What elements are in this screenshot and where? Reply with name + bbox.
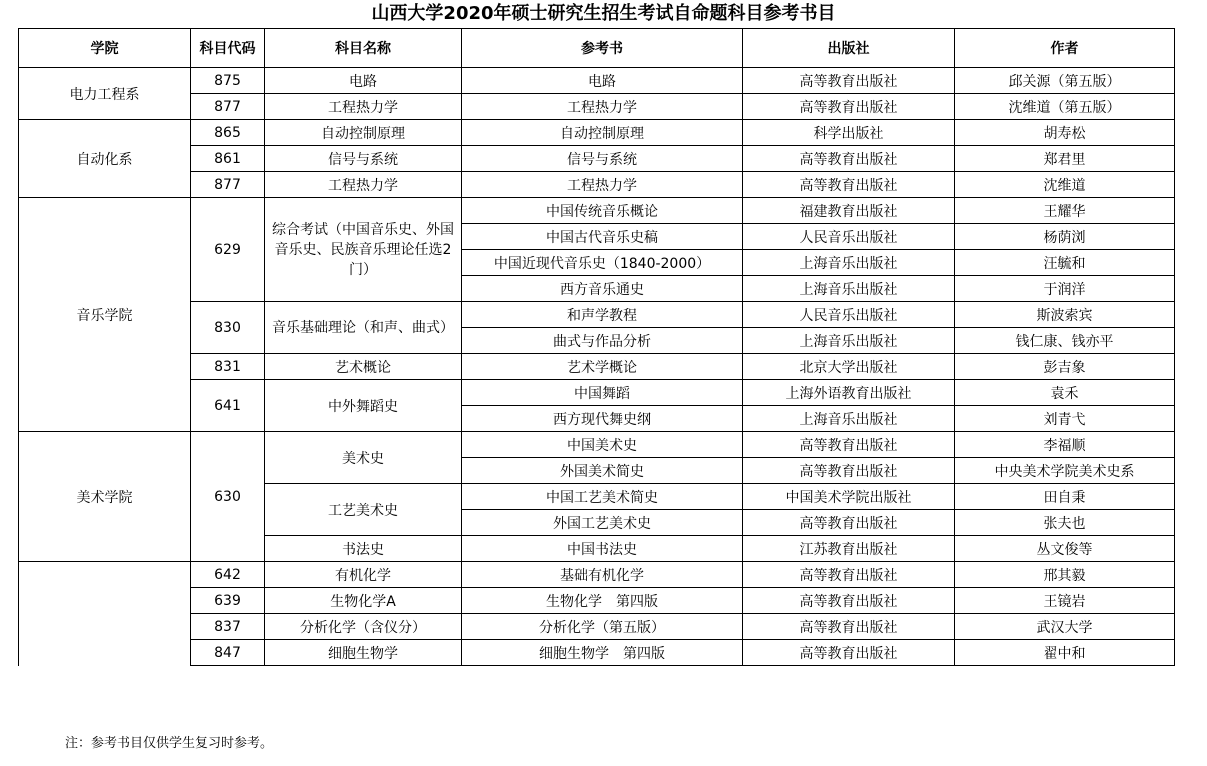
author-cell: 邢其毅: [955, 562, 1175, 588]
publisher-cell: 上海音乐出版社: [743, 276, 955, 302]
author-cell: 张夫也: [955, 510, 1175, 536]
table-row: [19, 380, 1175, 406]
college-cell: 自动化系: [19, 120, 191, 198]
author-cell: 胡寿松: [955, 120, 1175, 146]
table-row: [19, 94, 1175, 120]
header-publisher: 出版社: [743, 29, 955, 68]
publisher-cell: 上海音乐出版社: [743, 250, 955, 276]
table-row: [19, 120, 1175, 146]
header-book: 参考书: [462, 29, 743, 68]
publisher-cell: 高等教育出版社: [743, 562, 955, 588]
subject-cell: 细胞生物学: [265, 640, 462, 666]
author-cell: 于润洋: [955, 276, 1175, 302]
book-cell: 中国近现代音乐史（1840-2000）: [462, 250, 743, 276]
book-cell: 中国书法史: [462, 536, 743, 562]
subject-cell: 综合考试（中国音乐史、外国音乐史、民族音乐理论任选2门）: [265, 198, 462, 302]
book-cell: 中国美术史: [462, 432, 743, 458]
book-cell: 工程热力学: [462, 94, 743, 120]
author-cell: 邱关源（第五版）: [955, 68, 1175, 94]
author-cell: 斯波索宾: [955, 302, 1175, 328]
author-cell: 沈维道: [955, 172, 1175, 198]
book-cell: 外国工艺美术史: [462, 510, 743, 536]
book-cell: 基础有机化学: [462, 562, 743, 588]
subject-cell: 音乐基础理论（和声、曲式）: [265, 302, 462, 354]
author-cell: 刘青弋: [955, 406, 1175, 432]
header-row: [19, 29, 1175, 68]
college-cell: [19, 562, 191, 666]
publisher-cell: 高等教育出版社: [743, 588, 955, 614]
table-row: [19, 198, 1175, 224]
table-row: [19, 354, 1175, 380]
publisher-cell: 上海音乐出版社: [743, 328, 955, 354]
publisher-cell: 高等教育出版社: [743, 640, 955, 666]
subject-cell: 自动控制原理: [265, 120, 462, 146]
book-cell: 中国传统音乐概论: [462, 198, 743, 224]
author-cell: 沈维道（第五版）: [955, 94, 1175, 120]
code-cell: 630: [191, 432, 265, 562]
publisher-cell: 福建教育出版社: [743, 198, 955, 224]
author-cell: 袁禾: [955, 380, 1175, 406]
subject-cell: 书法史: [265, 536, 462, 562]
college-cell: 音乐学院: [19, 198, 191, 432]
table-row: [19, 588, 1175, 614]
subject-cell: 工程热力学: [265, 94, 462, 120]
book-cell: 生物化学 第四版: [462, 588, 743, 614]
book-cell: 艺术学概论: [462, 354, 743, 380]
subject-cell: 分析化学（含仪分）: [265, 614, 462, 640]
author-cell: 郑君里: [955, 146, 1175, 172]
book-cell: 分析化学（第五版）: [462, 614, 743, 640]
page-title: 山西大学2020年硕士研究生招生考试自命题科目参考书目: [371, 3, 836, 24]
publisher-cell: 北京大学出版社: [743, 354, 955, 380]
code-cell: 875: [191, 68, 265, 94]
table-row: [19, 302, 1175, 328]
book-cell: 和声学教程: [462, 302, 743, 328]
table-row: [19, 562, 1175, 588]
table-row: [19, 614, 1175, 640]
header-college: 学院: [19, 29, 191, 68]
author-cell: 王耀华: [955, 198, 1175, 224]
author-cell: 中央美术学院美术史系: [955, 458, 1175, 484]
subject-cell: 生物化学A: [265, 588, 462, 614]
book-cell: 外国美术简史: [462, 458, 743, 484]
publisher-cell: 人民音乐出版社: [743, 302, 955, 328]
footnote: 注：参考书目仅供学生复习时参考。: [65, 736, 274, 751]
code-cell: 861: [191, 146, 265, 172]
code-cell: 831: [191, 354, 265, 380]
table-row: [19, 68, 1175, 94]
publisher-cell: 高等教育出版社: [743, 146, 955, 172]
header-author: 作者: [955, 29, 1175, 68]
publisher-cell: 上海外语教育出版社: [743, 380, 955, 406]
subject-cell: 电路: [265, 68, 462, 94]
code-cell: 629: [191, 198, 265, 302]
subject-cell: 艺术概论: [265, 354, 462, 380]
subject-cell: 工艺美术史: [265, 484, 462, 536]
subject-cell: 信号与系统: [265, 146, 462, 172]
code-cell: 847: [191, 640, 265, 666]
book-cell: 西方现代舞史纲: [462, 406, 743, 432]
book-cell: 信号与系统: [462, 146, 743, 172]
code-cell: 830: [191, 302, 265, 354]
reference-table: [18, 28, 1175, 666]
author-cell: 丛文俊等: [955, 536, 1175, 562]
author-cell: 钱仁康、钱亦平: [955, 328, 1175, 354]
publisher-cell: 高等教育出版社: [743, 172, 955, 198]
code-cell: 642: [191, 562, 265, 588]
code-cell: 639: [191, 588, 265, 614]
book-cell: 中国舞蹈: [462, 380, 743, 406]
college-cell: 美术学院: [19, 432, 191, 562]
publisher-cell: 科学出版社: [743, 120, 955, 146]
publisher-cell: 人民音乐出版社: [743, 224, 955, 250]
publisher-cell: 上海音乐出版社: [743, 406, 955, 432]
book-cell: 中国古代音乐史稿: [462, 224, 743, 250]
publisher-cell: 高等教育出版社: [743, 510, 955, 536]
publisher-cell: 高等教育出版社: [743, 68, 955, 94]
book-cell: 中国工艺美术简史: [462, 484, 743, 510]
author-cell: 翟中和: [955, 640, 1175, 666]
college-cell: 电力工程系: [19, 68, 191, 120]
publisher-cell: 高等教育出版社: [743, 432, 955, 458]
book-cell: 电路: [462, 68, 743, 94]
author-cell: 彭吉象: [955, 354, 1175, 380]
table-row: [19, 432, 1175, 458]
subject-cell: 中外舞蹈史: [265, 380, 462, 432]
code-cell: 641: [191, 380, 265, 432]
book-cell: 工程热力学: [462, 172, 743, 198]
publisher-cell: 高等教育出版社: [743, 458, 955, 484]
subject-cell: 美术史: [265, 432, 462, 484]
author-cell: 汪毓和: [955, 250, 1175, 276]
subject-cell: 工程热力学: [265, 172, 462, 198]
author-cell: 杨荫浏: [955, 224, 1175, 250]
table-row: [19, 640, 1175, 666]
author-cell: 王镜岩: [955, 588, 1175, 614]
code-cell: 837: [191, 614, 265, 640]
author-cell: 李福顺: [955, 432, 1175, 458]
code-cell: 877: [191, 172, 265, 198]
publisher-cell: 江苏教育出版社: [743, 536, 955, 562]
book-cell: 自动控制原理: [462, 120, 743, 146]
book-cell: 西方音乐通史: [462, 276, 743, 302]
header-code: 科目代码: [191, 29, 265, 68]
author-cell: 田自秉: [955, 484, 1175, 510]
publisher-cell: 中国美术学院出版社: [743, 484, 955, 510]
code-cell: 877: [191, 94, 265, 120]
publisher-cell: 高等教育出版社: [743, 94, 955, 120]
table-row: [19, 146, 1175, 172]
publisher-cell: 高等教育出版社: [743, 614, 955, 640]
book-cell: 细胞生物学 第四版: [462, 640, 743, 666]
header-subject: 科目名称: [265, 29, 462, 68]
code-cell: 865: [191, 120, 265, 146]
author-cell: 武汉大学: [955, 614, 1175, 640]
book-cell: 曲式与作品分析: [462, 328, 743, 354]
table-row: [19, 172, 1175, 198]
subject-cell: 有机化学: [265, 562, 462, 588]
